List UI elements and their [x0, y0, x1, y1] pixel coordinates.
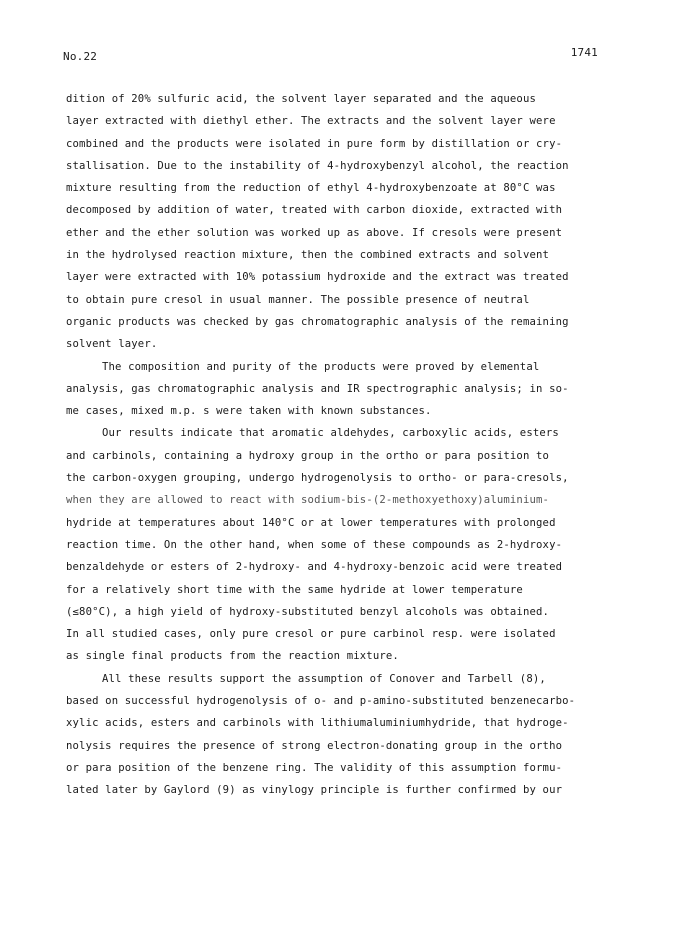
text-line: for a relatively short time with the same hydride at lower temperature — [66, 583, 523, 596]
text-line: hydride at temperatures about 140°C or at lower temperatures with prolonged — [66, 516, 556, 529]
text-line: (≤80°C), a high yield of hydroxy-substituted benzyl alcohols was obtained. — [66, 605, 550, 618]
journal-number: No.22 — [63, 50, 98, 63]
text-line: layer were extracted with 10% potassium hydroxide and the extract was treated — [66, 271, 569, 284]
text-line: me cases, mixed m.p. s were taken with known substances. — [66, 405, 432, 418]
text-line: as single final products from the reaction mixture. — [66, 650, 399, 663]
text-line: decomposed by addition of water, treated with carbon dioxide, extracted with — [66, 204, 563, 217]
page-number: 1741 — [570, 46, 598, 59]
text-line: layer extracted with diethyl ether. The extracts and the solvent layer were — [66, 115, 556, 128]
text-line: to obtain pure cresol in usual manner. The possible presence of neutral — [66, 293, 530, 306]
text-line: and carbinols, containing a hydroxy group in the ortho or para position to — [66, 449, 550, 462]
text-line: stallisation. Due to the instability of 4-hydroxybenzyl alcohol, the reaction — [66, 159, 569, 172]
text-line: All these results support the assumption of Conover and Tarbell (8), — [102, 672, 546, 685]
text-line: dition of 20% sulfuric acid, the solvent layer separated and the aqueous — [66, 93, 537, 105]
text-line: xylic acids, esters and carbinols with lithiumaluminiumhydride, that hydroge- — [66, 717, 569, 730]
text-line: ether and the ether solution was worked up as above. If cresols were present — [66, 226, 563, 239]
text-line: the carbon-oxygen grouping, undergo hydrogenolysis to ortho- or para-cresols, — [66, 472, 569, 485]
text-line: based on successful hydrogenolysis of o- and p-amino-substituted benzenecarbo- — [66, 695, 576, 708]
text-line: In all studied cases, only pure cresol or pure carbinol resp. were isolated — [66, 628, 556, 641]
text-line: analysis, gas chromatographic analysis and IR spectrographic analysis; in so- — [66, 382, 569, 395]
text-line: or para position of the benzene ring. The validity of this assumption formu- — [66, 761, 563, 774]
text-line: when they are allowed to react with sodium-bis-(2-methoxyethoxy)aluminium- — [66, 494, 550, 507]
text-line: mixture resulting from the reduction of ethyl 4-hydroxybenzoate at 80°C was — [66, 182, 556, 195]
text-line: reaction time. On the other hand, when some of these compounds as 2-hydroxy- — [66, 538, 563, 551]
text-line: organic products was checked by gas chromatographic analysis of the remaining — [66, 315, 569, 328]
body-text — [66, 88, 616, 802]
text-line: solvent layer. — [66, 338, 158, 351]
text-line: nolysis requires the presence of strong electron-donating group in the ortho — [66, 739, 563, 752]
text-line: in the hydrolysed reaction mixture, then the combined extracts and solvent — [66, 249, 550, 262]
text-line: Our results indicate that aromatic aldehydes, carboxylic acids, esters — [102, 427, 559, 440]
text-line: combined and the products were isolated in pure form by distillation or cry- — [66, 137, 563, 150]
text-line: The composition and purity of the products were proved by elemental — [102, 360, 540, 373]
text-line: lated later by Gaylord (9) as vinylogy principle is further confirmed by our — [66, 784, 563, 797]
text-line: benzaldehyde or esters of 2-hydroxy- and 4-hydroxy-benzoic acid were treated — [66, 561, 563, 574]
